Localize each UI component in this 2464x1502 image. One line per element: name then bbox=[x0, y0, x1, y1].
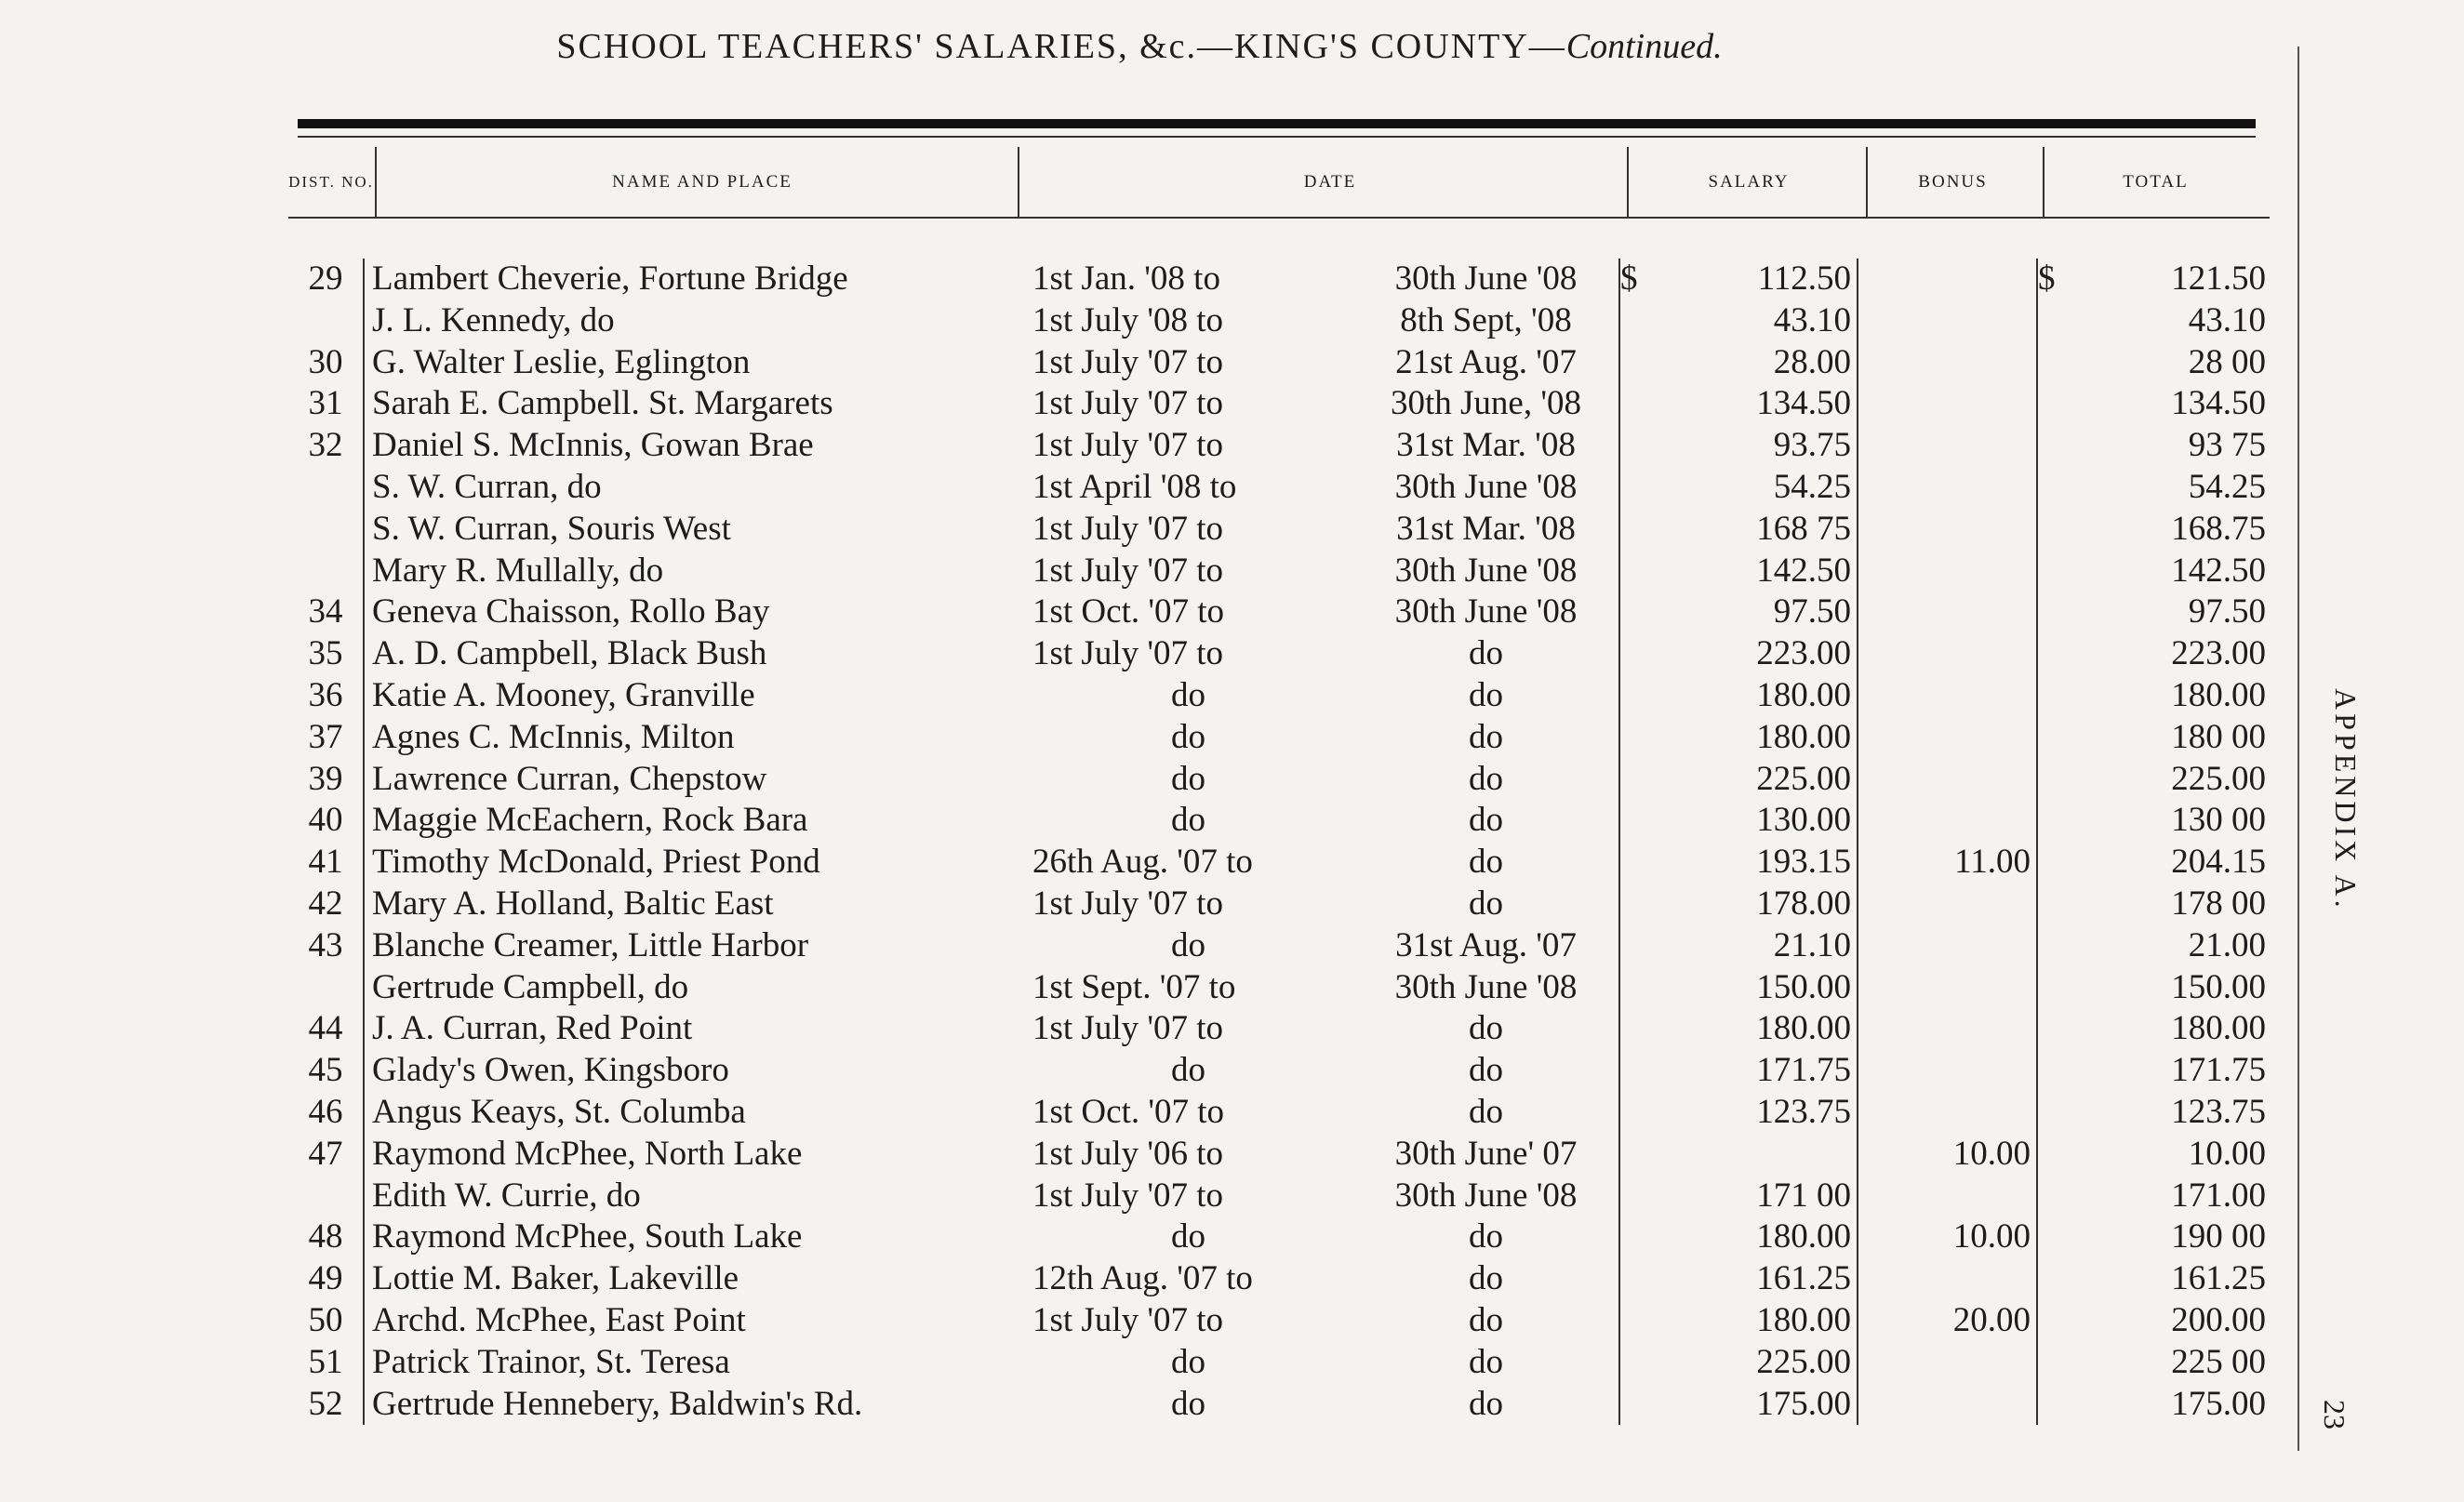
dollar-sign: $ bbox=[2038, 259, 2056, 298]
total-value: 204.15 bbox=[2171, 843, 2266, 882]
table-row bbox=[288, 425, 2266, 467]
salary-value: 178.00 bbox=[1619, 884, 1858, 925]
name-place: Lottie M. Baker, Lakeville bbox=[364, 1258, 1023, 1300]
salary-value: 134.50 bbox=[1619, 383, 1858, 425]
name-place: Sarah E. Campbell. St. Margarets bbox=[364, 383, 1023, 425]
bonus-value bbox=[1858, 925, 2037, 967]
bonus-value bbox=[1858, 675, 2037, 717]
dist-number: 45 bbox=[308, 1051, 343, 1090]
total-value: 123.75 bbox=[2171, 1092, 2266, 1131]
date-to: do bbox=[1469, 884, 1503, 923]
total-value: 180.00 bbox=[2171, 1009, 2266, 1048]
date-from: 1st Oct. '07 to bbox=[1032, 1092, 1225, 1131]
total-value: 223.00 bbox=[2171, 634, 2266, 673]
total-value: 225.00 bbox=[2171, 759, 2266, 798]
date-from: do bbox=[1171, 675, 1205, 714]
name-place: Gertrude Hennebery, Baldwin's Rd. bbox=[364, 1384, 1023, 1426]
table-row bbox=[288, 675, 2266, 717]
dist-number: 31 bbox=[308, 384, 343, 423]
date-from: do bbox=[1171, 717, 1205, 756]
page-title-continued: Continued. bbox=[1565, 27, 1723, 66]
page-right-border bbox=[2298, 47, 2299, 1451]
dist-number: 41 bbox=[308, 843, 343, 882]
total-value: 54.25 bbox=[2188, 467, 2266, 506]
total-value: 178 00 bbox=[2171, 884, 2266, 923]
header-divider-4 bbox=[1866, 147, 1868, 218]
date-to: do bbox=[1469, 1009, 1503, 1048]
salary-value: 175.00 bbox=[1619, 1384, 1858, 1426]
date-to: do bbox=[1469, 1342, 1503, 1381]
total-value: 10.00 bbox=[2188, 1134, 2266, 1173]
name-place: Lawrence Curran, Chepstow bbox=[364, 759, 1023, 801]
header-total: TOTAL bbox=[2123, 172, 2189, 192]
dist-number: 36 bbox=[308, 675, 343, 714]
bonus-value bbox=[1858, 1258, 2037, 1300]
column-header-row bbox=[288, 149, 2270, 216]
header-name-place: NAME AND PLACE bbox=[612, 172, 792, 192]
name-place: Geneva Chaisson, Rollo Bay bbox=[364, 591, 1023, 633]
bonus-value bbox=[1858, 884, 2037, 925]
table-row bbox=[288, 383, 2266, 425]
bonus-value: 10.00 bbox=[1858, 1216, 2037, 1258]
dist-number bbox=[288, 300, 364, 342]
total-value: 97.50 bbox=[2188, 592, 2266, 631]
salary-value: 180.00 bbox=[1619, 717, 1858, 759]
total-value: 43.10 bbox=[2188, 300, 2266, 339]
date-from: do bbox=[1171, 1342, 1205, 1381]
bonus-value: 20.00 bbox=[1858, 1300, 2037, 1342]
dist-number: 48 bbox=[308, 1217, 343, 1256]
bonus-value bbox=[1858, 967, 2037, 1009]
total-value: 134.50 bbox=[2171, 384, 2266, 423]
dist-number: 44 bbox=[308, 1009, 343, 1048]
name-place: J. L. Kennedy, do bbox=[364, 300, 1023, 342]
bonus-value bbox=[1858, 259, 2037, 300]
date-to: 31st Mar. '08 bbox=[1396, 426, 1576, 465]
dist-number: 49 bbox=[308, 1259, 343, 1298]
bonus-value bbox=[1858, 759, 2037, 801]
salary-value: 150.00 bbox=[1619, 967, 1858, 1009]
name-place: Patrick Trainor, St. Teresa bbox=[364, 1342, 1023, 1384]
date-to: 30th June '08 bbox=[1394, 259, 1578, 298]
header-date: DATE bbox=[1303, 172, 1357, 192]
table-row bbox=[288, 884, 2266, 925]
date-to: do bbox=[1469, 1259, 1503, 1298]
name-place: Daniel S. McInnis, Gowan Brae bbox=[364, 425, 1023, 467]
date-to: do bbox=[1469, 759, 1503, 798]
salary-value: 168 75 bbox=[1619, 509, 1858, 551]
salary-table bbox=[288, 259, 2266, 1425]
dist-number: 34 bbox=[308, 592, 343, 631]
date-to: do bbox=[1469, 843, 1503, 882]
date-to: do bbox=[1469, 1384, 1503, 1423]
salary-value: 28.00 bbox=[1619, 342, 1858, 384]
dist-number: 40 bbox=[308, 801, 343, 840]
page-number: 23 bbox=[2318, 1400, 2351, 1429]
dist-number: 51 bbox=[308, 1342, 343, 1381]
header-bonus: BONUS bbox=[1918, 172, 1988, 192]
name-place: J. A. Curran, Red Point bbox=[364, 1008, 1023, 1050]
dist-number: 30 bbox=[308, 342, 343, 381]
total-value: 200.00 bbox=[2171, 1300, 2266, 1339]
bonus-value bbox=[1858, 717, 2037, 759]
salary-value: 21.10 bbox=[1619, 925, 1858, 967]
date-from: 1st July '08 to bbox=[1032, 300, 1224, 339]
table-row bbox=[288, 1342, 2266, 1384]
date-from: 1st July '07 to bbox=[1032, 342, 1224, 381]
header-rule-thin bbox=[298, 136, 2256, 138]
salary-value bbox=[1619, 1134, 1858, 1176]
date-from: 1st April '08 to bbox=[1032, 467, 1237, 506]
date-from: do bbox=[1171, 1217, 1205, 1256]
total-value: 93 75 bbox=[2188, 426, 2266, 465]
table-row bbox=[288, 842, 2266, 884]
total-value: 142.50 bbox=[2171, 551, 2266, 590]
header-bottom-rule bbox=[288, 217, 2270, 219]
bonus-value bbox=[1858, 509, 2037, 551]
table-row bbox=[288, 759, 2266, 801]
dist-number: 46 bbox=[308, 1092, 343, 1131]
date-from: 1st July '07 to bbox=[1032, 384, 1224, 423]
date-from: 1st July '07 to bbox=[1032, 884, 1224, 923]
date-to: 30th June '08 bbox=[1394, 1176, 1578, 1215]
salary-value: 130.00 bbox=[1619, 800, 1858, 842]
name-place: Angus Keays, St. Columba bbox=[364, 1092, 1023, 1134]
date-to: 30th June '08 bbox=[1394, 592, 1578, 631]
table-row bbox=[288, 800, 2266, 842]
dist-number: 32 bbox=[308, 426, 343, 465]
table-row bbox=[288, 1258, 2266, 1300]
name-place: Timothy McDonald, Priest Pond bbox=[364, 842, 1023, 884]
total-value: 180.00 bbox=[2171, 675, 2266, 714]
name-place: Raymond McPhee, South Lake bbox=[364, 1216, 1023, 1258]
name-place: S. W. Curran, do bbox=[364, 467, 1023, 509]
name-place: A. D. Campbell, Black Bush bbox=[364, 633, 1023, 675]
dist-number: 37 bbox=[308, 717, 343, 756]
date-from: 1st July '07 to bbox=[1032, 1009, 1224, 1048]
date-to: 30th June '08 bbox=[1394, 551, 1578, 590]
date-from: do bbox=[1171, 759, 1205, 798]
total-value: 190 00 bbox=[2171, 1217, 2266, 1256]
salary-value: 180.00 bbox=[1619, 1300, 1858, 1342]
total-value: 161.25 bbox=[2171, 1259, 2266, 1298]
page-title-main: SCHOOL TEACHERS' SALARIES, &c.—KING'S COUNTY— bbox=[556, 27, 1566, 66]
name-place: Agnes C. McInnis, Milton bbox=[364, 717, 1023, 759]
name-place: Katie A. Mooney, Granville bbox=[364, 675, 1023, 717]
salary-value: 180.00 bbox=[1619, 675, 1858, 717]
table-row bbox=[288, 342, 2266, 384]
table-row bbox=[288, 1008, 2266, 1050]
salary-value: 123.75 bbox=[1619, 1092, 1858, 1134]
table-row bbox=[288, 551, 2266, 592]
dist-number: 50 bbox=[308, 1300, 343, 1339]
total-value: 171.75 bbox=[2171, 1051, 2266, 1090]
table-row bbox=[288, 633, 2266, 675]
bonus-value bbox=[1858, 551, 2037, 592]
date-from: 1st Oct. '07 to bbox=[1032, 592, 1225, 631]
bonus-value bbox=[1858, 1008, 2037, 1050]
salary-value: 171.75 bbox=[1619, 1050, 1858, 1092]
date-to: 8th Sept, '08 bbox=[1400, 300, 1572, 339]
date-to: do bbox=[1469, 717, 1503, 756]
header-divider-2 bbox=[1018, 147, 1019, 218]
total-value: 168.75 bbox=[2171, 509, 2266, 548]
table-row bbox=[288, 1134, 2266, 1176]
bonus-value bbox=[1858, 425, 2037, 467]
salary-value: 180.00 bbox=[1619, 1008, 1858, 1050]
bonus-value bbox=[1858, 300, 2037, 342]
date-to: do bbox=[1469, 634, 1503, 673]
salary-value: 225.00 bbox=[1619, 759, 1858, 801]
dist-number: 35 bbox=[308, 634, 343, 673]
name-place: Maggie McEachern, Rock Bara bbox=[364, 800, 1023, 842]
bonus-value: 10.00 bbox=[1858, 1134, 2037, 1176]
date-from: do bbox=[1171, 1051, 1205, 1090]
bonus-value bbox=[1858, 800, 2037, 842]
table-row bbox=[288, 1300, 2266, 1342]
dist-number: 47 bbox=[308, 1134, 343, 1173]
bonus-value bbox=[1858, 1176, 2037, 1217]
date-to: do bbox=[1469, 1217, 1503, 1256]
date-from: 1st Sept. '07 to bbox=[1032, 967, 1236, 1006]
salary-value: 180.00 bbox=[1619, 1216, 1858, 1258]
table-row bbox=[288, 925, 2266, 967]
date-from: 1st July '07 to bbox=[1032, 509, 1224, 548]
date-from: 26th Aug. '07 to bbox=[1032, 843, 1253, 882]
name-place: Gertrude Campbell, do bbox=[364, 967, 1023, 1009]
date-from: do bbox=[1171, 801, 1205, 840]
total-value-text: 121.50 bbox=[2171, 259, 2266, 298]
name-place: Glady's Owen, Kingsboro bbox=[364, 1050, 1023, 1092]
appendix-label: APPENDIX A. bbox=[2329, 688, 2363, 911]
header-salary: SALARY bbox=[1708, 172, 1790, 192]
name-place: Raymond McPhee, North Lake bbox=[364, 1134, 1023, 1176]
date-from: 1st July '07 to bbox=[1032, 634, 1224, 673]
total-value: 180 00 bbox=[2171, 717, 2266, 756]
page-title bbox=[0, 26, 2279, 67]
date-to: do bbox=[1469, 801, 1503, 840]
name-place: G. Walter Leslie, Eglington bbox=[364, 342, 1023, 384]
date-from: 1st July '07 to bbox=[1032, 1176, 1224, 1215]
total-value: 225 00 bbox=[2171, 1342, 2266, 1381]
date-from: 1st July '07 to bbox=[1032, 551, 1224, 590]
bonus-value bbox=[1858, 1050, 2037, 1092]
header-divider-5 bbox=[2043, 147, 2044, 218]
date-to: 30th June' 07 bbox=[1394, 1134, 1578, 1173]
total-value: 150.00 bbox=[2171, 967, 2266, 1006]
date-from: 1st Jan. '08 to bbox=[1032, 259, 1220, 298]
salary-value: 225.00 bbox=[1619, 1342, 1858, 1384]
table-row bbox=[288, 591, 2266, 633]
date-from: do bbox=[1171, 1384, 1205, 1423]
table-row bbox=[288, 509, 2266, 551]
salary-value bbox=[1619, 259, 1858, 300]
date-to: do bbox=[1469, 1092, 1503, 1131]
bonus-value bbox=[1858, 591, 2037, 633]
total-value: 171.00 bbox=[2171, 1176, 2266, 1215]
bonus-value bbox=[1858, 383, 2037, 425]
table-row bbox=[288, 1176, 2266, 1217]
dist-number: 43 bbox=[308, 925, 343, 964]
dist-number: 39 bbox=[308, 759, 343, 798]
bonus-value bbox=[1858, 342, 2037, 384]
date-to: do bbox=[1469, 675, 1503, 714]
salary-value: 93.75 bbox=[1619, 425, 1858, 467]
table-row bbox=[288, 1050, 2266, 1092]
dist-number: 42 bbox=[308, 884, 343, 923]
total-value: 175.00 bbox=[2171, 1384, 2266, 1423]
name-place: Mary R. Mullally, do bbox=[364, 551, 1023, 592]
date-to: do bbox=[1469, 1300, 1503, 1339]
bonus-value bbox=[1858, 1342, 2037, 1384]
salary-value-text: 112.50 bbox=[1757, 259, 1851, 298]
salary-value: 223.00 bbox=[1619, 633, 1858, 675]
table-row bbox=[288, 1216, 2266, 1258]
salary-value: 54.25 bbox=[1619, 467, 1858, 509]
salary-value: 142.50 bbox=[1619, 551, 1858, 592]
dist-number bbox=[288, 967, 364, 1009]
dist-number bbox=[288, 509, 364, 551]
name-place: Lambert Cheverie, Fortune Bridge bbox=[364, 259, 1023, 300]
salary-table-body bbox=[288, 259, 2266, 1425]
date-from: 1st July '07 to bbox=[1032, 426, 1224, 465]
date-to: 30th June '08 bbox=[1394, 467, 1578, 506]
bonus-value bbox=[1858, 1092, 2037, 1134]
dollar-sign: $ bbox=[1620, 259, 1638, 298]
total-value: 28 00 bbox=[2188, 342, 2266, 381]
dist-number bbox=[288, 467, 364, 509]
header-rule-thick bbox=[298, 119, 2256, 128]
header-dist-no: DIST. NO. bbox=[288, 173, 374, 191]
table-row bbox=[288, 300, 2266, 342]
salary-value: 161.25 bbox=[1619, 1258, 1858, 1300]
total-value: 21.00 bbox=[2188, 925, 2266, 964]
date-to: 31st Aug. '07 bbox=[1395, 925, 1577, 964]
dist-number: 52 bbox=[308, 1384, 343, 1423]
dist-number bbox=[288, 551, 364, 592]
total-value: 130 00 bbox=[2171, 801, 2266, 840]
table-row bbox=[288, 467, 2266, 509]
table-row bbox=[288, 1092, 2266, 1134]
name-place: Mary A. Holland, Baltic East bbox=[364, 884, 1023, 925]
bonus-value: 11.00 bbox=[1858, 842, 2037, 884]
name-place: Archd. McPhee, East Point bbox=[364, 1300, 1023, 1342]
date-from: 1st July '07 to bbox=[1032, 1300, 1224, 1339]
salary-value: 43.10 bbox=[1619, 300, 1858, 342]
date-from: 1st July '06 to bbox=[1032, 1134, 1224, 1173]
total-value bbox=[2037, 259, 2266, 300]
header-divider-1 bbox=[375, 147, 377, 218]
header-divider-3 bbox=[1627, 147, 1629, 218]
dist-number: 29 bbox=[308, 259, 343, 298]
salary-value: 171 00 bbox=[1619, 1176, 1858, 1217]
bonus-value bbox=[1858, 1384, 2037, 1426]
date-to: 30th June '08 bbox=[1394, 967, 1578, 1006]
table-row bbox=[288, 259, 2266, 300]
date-from: 12th Aug. '07 to bbox=[1032, 1259, 1253, 1298]
date-to: 31st Mar. '08 bbox=[1396, 509, 1576, 548]
date-to: do bbox=[1469, 1051, 1503, 1090]
date-to: 21st Aug. '07 bbox=[1395, 342, 1577, 381]
name-place: Edith W. Currie, do bbox=[364, 1176, 1023, 1217]
date-to: 30th June, '08 bbox=[1390, 384, 1582, 423]
salary-value: 193.15 bbox=[1619, 842, 1858, 884]
bonus-value bbox=[1858, 467, 2037, 509]
bonus-value bbox=[1858, 633, 2037, 675]
dist-number bbox=[288, 1176, 364, 1217]
table-row bbox=[288, 967, 2266, 1009]
salary-value: 97.50 bbox=[1619, 591, 1858, 633]
date-from: do bbox=[1171, 925, 1205, 964]
table-row bbox=[288, 1384, 2266, 1426]
table-row bbox=[288, 717, 2266, 759]
name-place: S. W. Curran, Souris West bbox=[364, 509, 1023, 551]
name-place: Blanche Creamer, Little Harbor bbox=[364, 925, 1023, 967]
